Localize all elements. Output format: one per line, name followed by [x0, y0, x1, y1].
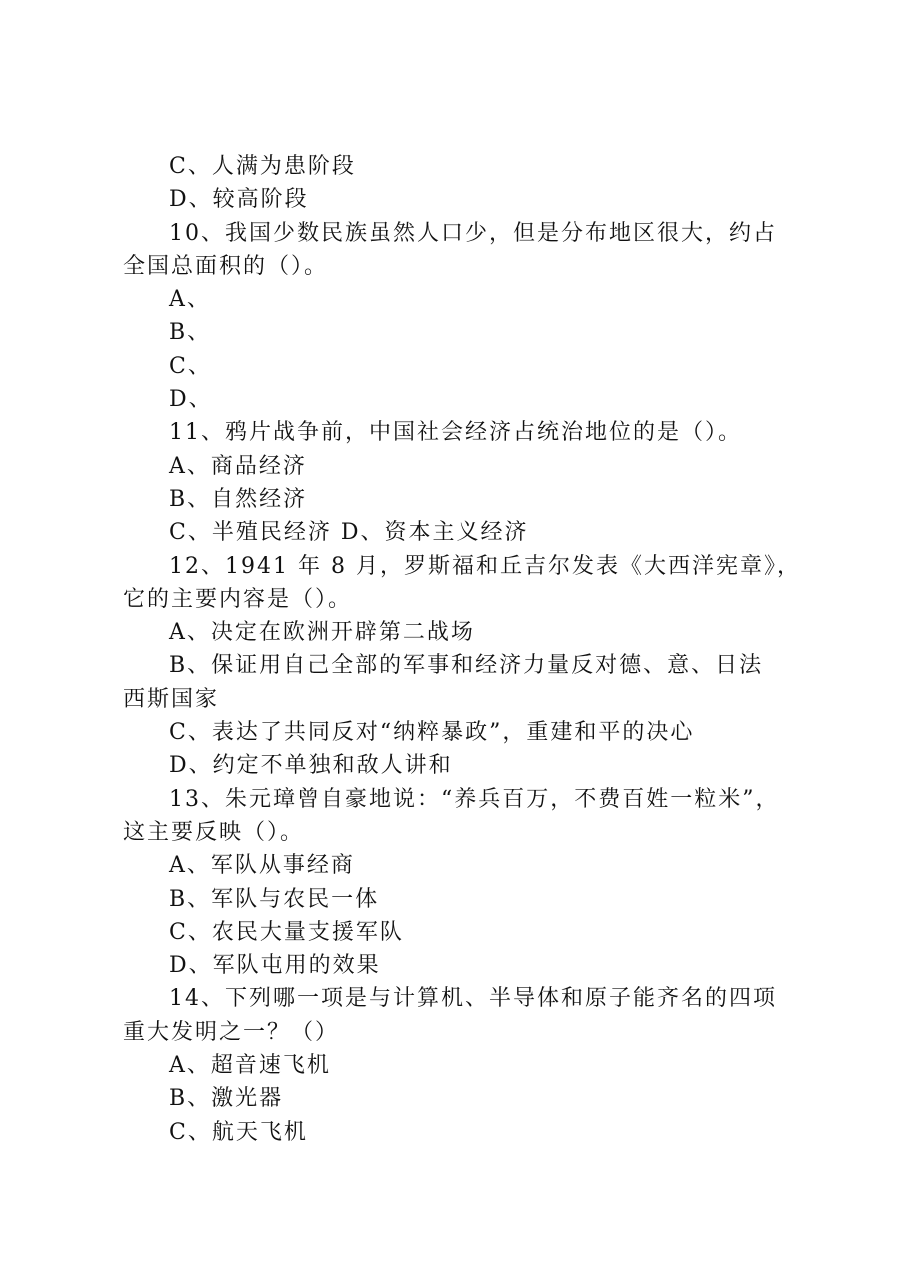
text-line: B、 — [169, 320, 212, 346]
text-line: C、航天飞机 — [169, 1119, 308, 1145]
text-line: 11、鸦片战争前，中国社会经济占统治地位的是（）。 — [169, 420, 742, 446]
text-line: 全国总面积的（）。 — [123, 253, 329, 279]
text-line: D、军队屯用的效果 — [169, 953, 381, 979]
text-line: B、自然经济 — [169, 486, 308, 512]
text-line: A、决定在欧洲开辟第二战场 — [169, 620, 475, 646]
text-line: 重大发明之一？（） — [123, 1019, 340, 1045]
text-line: 14、下列哪一项是与计算机、半导体和原子能齐名的四项 — [169, 986, 777, 1012]
text-line: B、保证用自己全部的军事和经济力量反对德、意、日法 — [169, 653, 764, 679]
text-line: C、人满为患阶段 — [169, 154, 356, 179]
text-line: 12、1941 年 8 月，罗斯福和丘吉尔发表《大西洋宪章》， — [169, 553, 801, 579]
text-line: C、 — [169, 353, 212, 379]
text-line: B、激光器 — [169, 1086, 284, 1112]
text-line: 13、朱元璋曾自豪地说：“养兵百万，不费百姓一粒米”， — [169, 786, 780, 812]
text-line: C、表达了共同反对“纳粹暴政”，重建和平的决心 — [169, 720, 695, 746]
text-line: C、农民大量支援军队 — [169, 919, 404, 945]
text-line: 它的主要内容是（）。 — [123, 586, 353, 612]
text-line: 这主要反映（）。 — [123, 819, 305, 845]
text-line: D、 — [169, 387, 213, 413]
document-body — [123, 150, 813, 1149]
text-line: 10、我国少数民族虽然人口少，但是分布地区很大，约占 — [169, 220, 777, 246]
text-line: A、商品经济 — [169, 453, 307, 479]
text-line: C、半殖民经济 D、资本主义经济 — [169, 520, 529, 546]
text-line: B、军队与农民一体 — [169, 886, 380, 912]
text-line: 西斯国家 — [123, 686, 220, 712]
text-line: A、 — [169, 287, 211, 313]
text-line: A、军队从事经商 — [169, 853, 355, 879]
text-line: A、超音速飞机 — [169, 1053, 331, 1079]
text-line: D、约定不单独和敌人讲和 — [169, 753, 453, 779]
text-line: D、较高阶段 — [169, 187, 309, 213]
